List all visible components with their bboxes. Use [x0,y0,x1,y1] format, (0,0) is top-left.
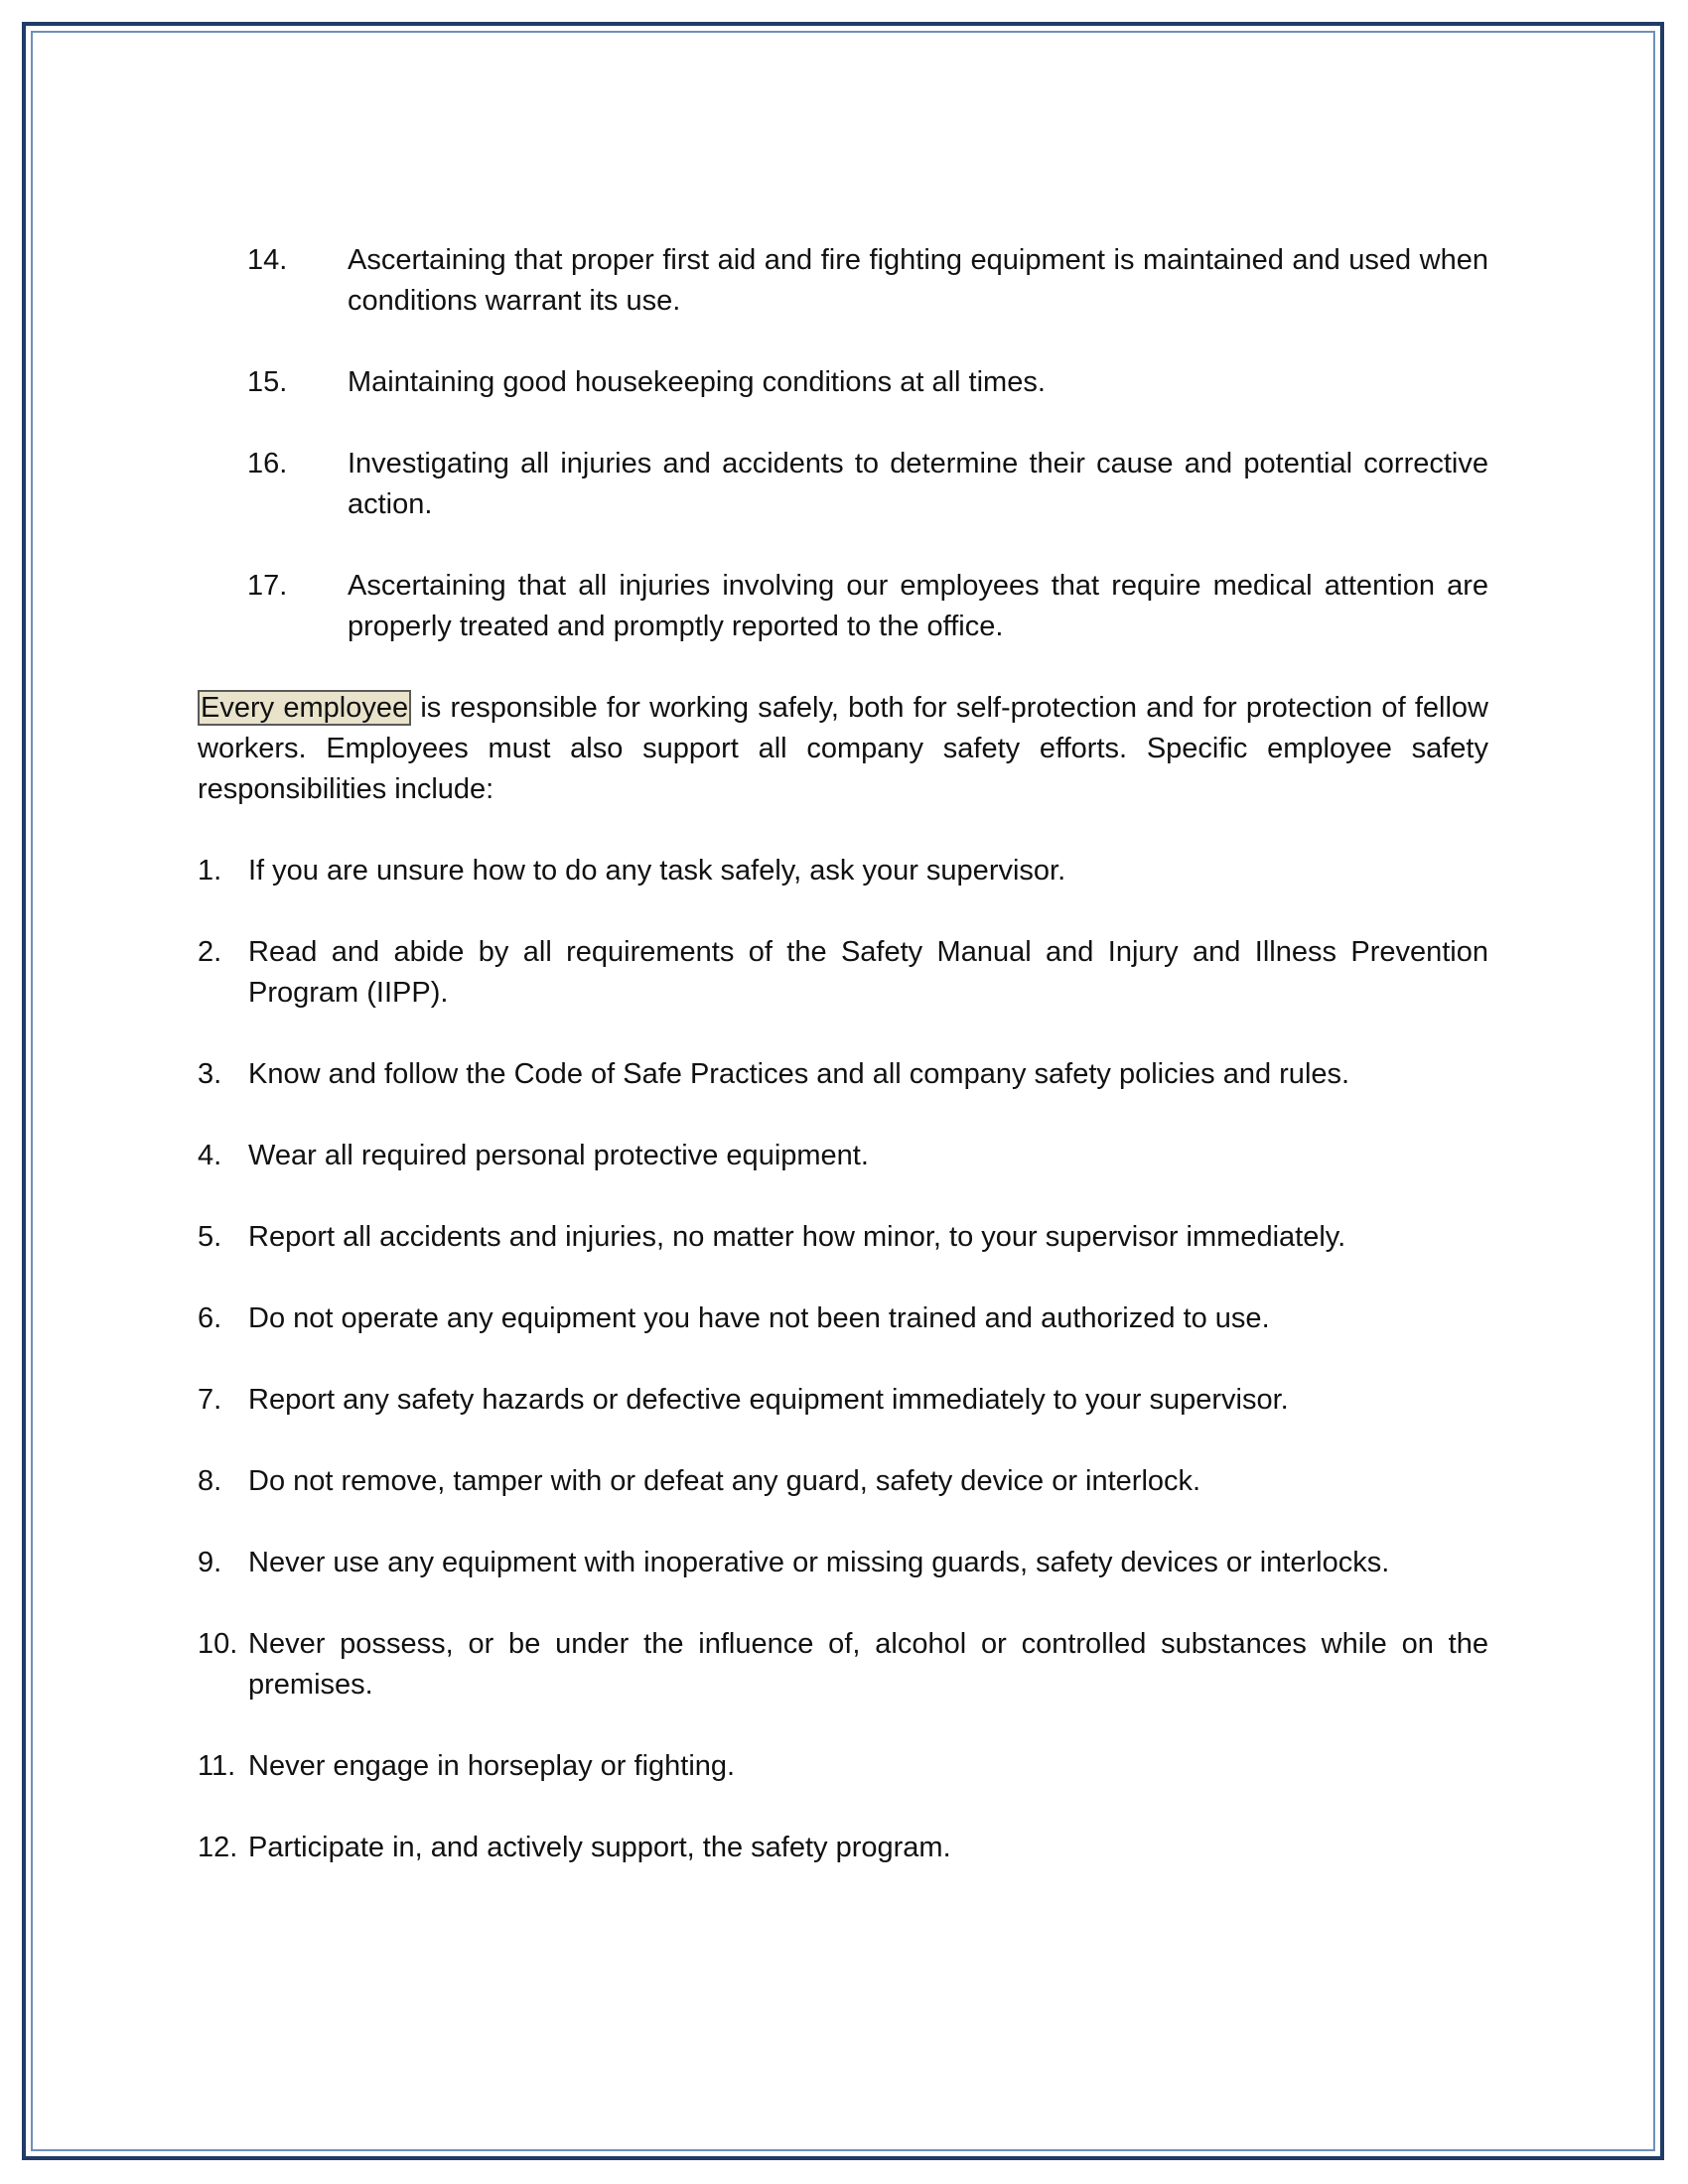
list-item [198,1136,1488,1176]
highlighted-text[interactable]: Every employee [198,690,411,726]
list-item-text: Report all accidents and injuries, no matter how minor, to your supervisor immediately. [248,1221,1346,1253]
list-item [198,1380,1488,1421]
employee-intro-paragraph [198,688,1488,810]
list-item-number: 4. [198,1140,222,1171]
list-item [198,1543,1488,1583]
list-item-text: Ascertaining that all injuries involving our employees that require medical attention are properly treated and promptly reported to the office. [348,570,1488,642]
list-item [198,1217,1488,1258]
list-item-number: 9. [198,1547,222,1578]
list-item-text: Do not operate any equipment you have not been trained and authorized to use. [248,1302,1270,1334]
list-item-number: 3. [198,1058,222,1090]
supervisor-responsibilities-list [198,240,1488,647]
list-item-number: 7. [198,1384,222,1416]
list-item [247,362,1488,403]
list-item-number: 16. [247,448,288,479]
list-item [198,851,1488,891]
list-item-text: Investigating all injuries and accidents to determine their cause and potential corrective action. [348,448,1488,520]
list-item-text: Participate in, and actively support, the safety program. [248,1832,951,1863]
list-item-number: 1. [198,855,222,887]
list-item-text: Maintaining good housekeeping conditions at all times. [348,366,1046,398]
list-item-text: Read and abide by all requirements of the Safety Manual and Injury and Illness Prevention Program (IIPP). [248,936,1488,1009]
list-item [198,1746,1488,1787]
list-item-number: 15. [247,366,288,398]
list-item [198,1461,1488,1502]
list-item [247,240,1488,322]
list-item-number: 14. [247,244,288,276]
list-item [198,1298,1488,1339]
list-item-text: Ascertaining that proper first aid and fire fighting equipment is maintained and used when conditions warrant its use. [348,244,1488,317]
list-item [247,566,1488,647]
list-item [198,1828,1488,1868]
list-item-text: Report any safety hazards or defective equipment immediately to your supervisor. [248,1384,1289,1416]
list-item [198,1624,1488,1706]
list-item-number: 8. [198,1465,222,1497]
list-item-text: Never use any equipment with inoperative or missing guards, safety devices or interlocks. [248,1547,1390,1578]
document-body [198,240,1488,1909]
list-item-text: Wear all required personal protective equipment. [248,1140,869,1171]
list-item-number: 2. [198,936,222,968]
list-item-number: 12. [198,1832,238,1863]
list-item-number: 10. [198,1628,238,1660]
list-item-text: If you are unsure how to do any task safely, ask your supervisor. [248,855,1066,887]
intro-text: is responsible for working safely, both for self-protection and for protection of fellow workers. Employees must also support all company safety efforts. Specific employee safety responsibilities include: [198,692,1488,805]
list-item-text: Never engage in horseplay or fighting. [248,1750,736,1782]
list-item-text: Do not remove, tamper with or defeat any guard, safety device or interlock. [248,1465,1201,1497]
list-item-number: 11. [198,1750,236,1782]
list-item-text: Know and follow the Code of Safe Practices and all company safety policies and rules. [248,1058,1350,1090]
list-item-text: Never possess, or be under the influence of, alcohol or controlled substances while on the premises. [248,1628,1488,1701]
list-item [198,932,1488,1014]
list-item-number: 17. [247,570,288,602]
list-item [247,444,1488,525]
list-item-number: 5. [198,1221,222,1253]
employee-responsibilities-list [198,851,1488,1868]
list-item-number: 6. [198,1302,222,1334]
list-item [198,1054,1488,1095]
